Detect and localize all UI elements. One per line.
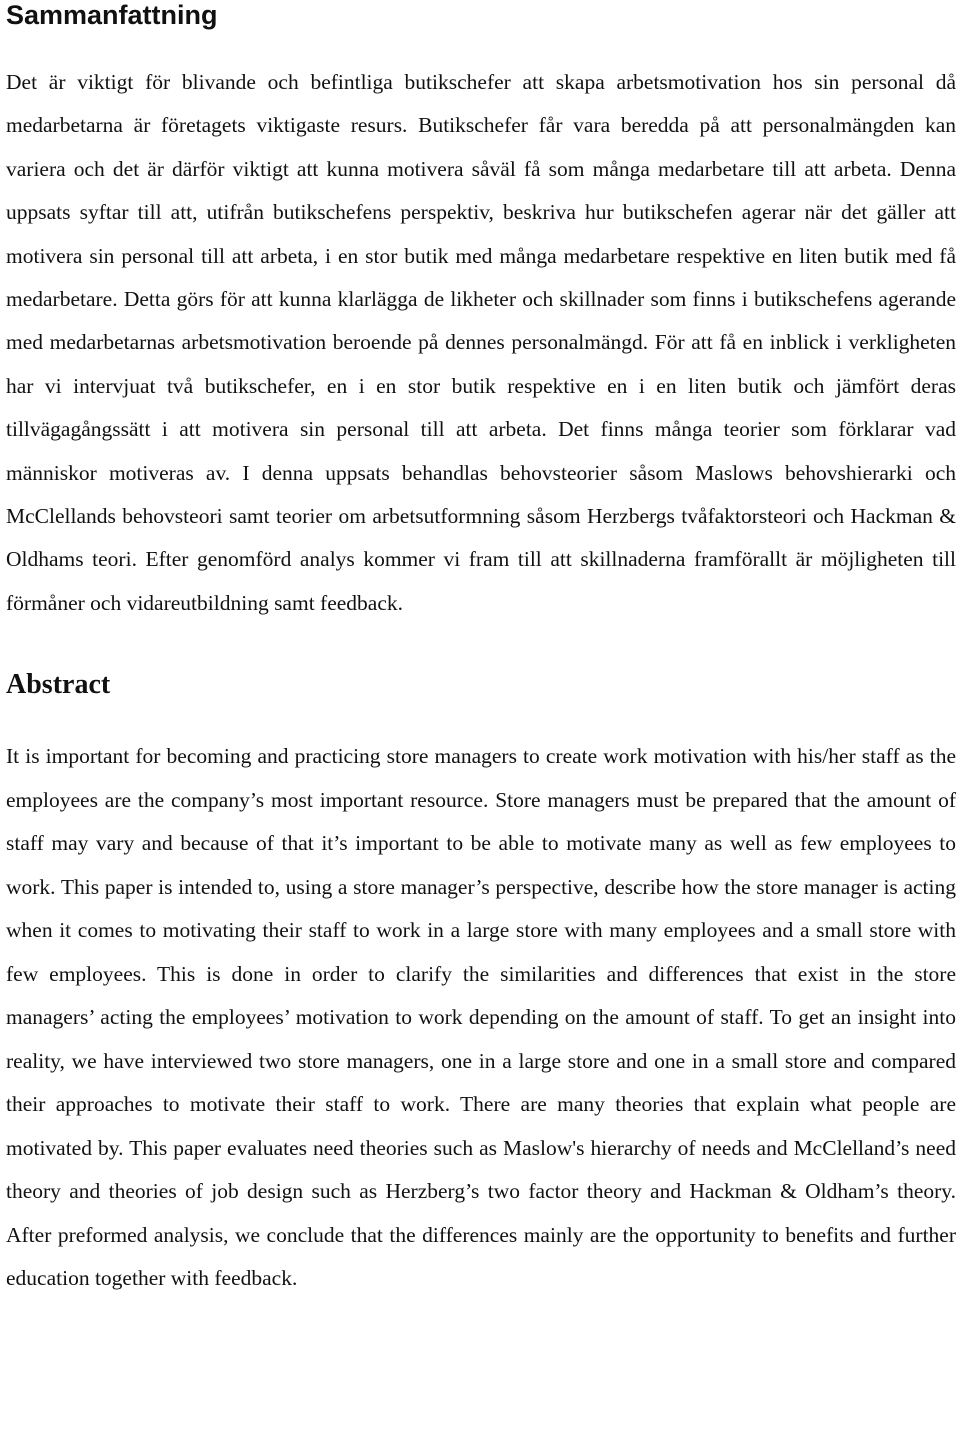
summary-heading: Sammanfattning <box>6 0 218 30</box>
abstract-heading: Abstract <box>6 669 111 701</box>
document-page <box>6 0 956 1301</box>
summary-paragraph: Det är viktigt för blivande och befintliga butikschefer att skapa arbetsmotivation hos sin personal då medarbetarna är företagets viktigaste resurs. Butikschefer får vara beredda på att personalmängden kan variera och det är därför viktigt att kunna motivera såväl få som många medarbetare till att arbeta. Denna uppsats syftar till att, utifrån butikschefens perspektiv, beskriva hur butikschefen agerar när det gäller att motivera sin personal till att arbeta, i en stor butik med många medarbetare respektive en liten butik med få medarbetare. Detta görs för att kunna klarlägga de likheter och skillnader som finns i butikschefens agerande med medarbetarnas arbetsmotivation beroende på dennes personalmängd. För att få en inblick i verkligheten har vi intervjuat två butikschefer, en i en stor butik respektive en i en liten butik och jämfört deras tillvägagångssätt i att motivera sin personal till att arbeta. Det finns många teorier som förklarar vad människor motiveras av. I denna uppsats behandlas behovsteorier såsom Maslows behovshierarki och McClellands behovsteori samt teorier om arbetsutformning såsom Herzbergs tvåfaktorsteori och Hackman & Oldhams teori. Efter genomförd analys kommer vi fram till att skillnaderna framförallt är möjligheten till förmåner och vidareutbildning samt feedback. <box>6 70 956 615</box>
abstract-paragraph: It is important for becoming and practicing store managers to create work motivation with his/her staff as the employees are the company’s most important resource. Store managers must be prepared that the amount of staff may vary and because of that it’s important to be able to motivate many as well as few employees to work. This paper is intended to, using a store manager’s perspective, describe how the store manager is acting when it comes to motivating their staff to work in a large store with many employees and a small store with few employees. This is done in order to clarify the similarities and differences that exist in the store managers’ acting the employees’ motivation to work depending on the amount of staff. To get an insight into reality, we have interviewed two store managers, one in a large store and one in a small store and compared their approaches to motivate their staff to work. There are many theories that explain what people are motivated by. This paper evaluates need theories such as Maslow's hierarchy of needs and McClelland’s need theory and theories of job design such as Herzberg’s two factor theory and Hackman & Oldham’s theory. After preformed analysis, we conclude that the differences mainly are the opportunity to benefits and further education together with feedback. <box>6 744 956 1291</box>
